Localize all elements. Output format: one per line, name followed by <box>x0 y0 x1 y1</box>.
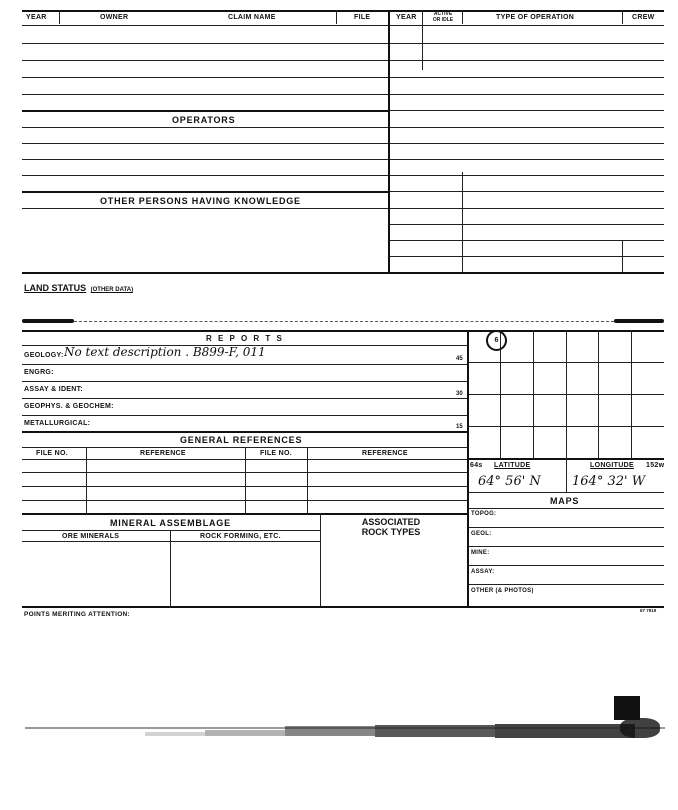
col-crew-header: CREW <box>632 14 655 21</box>
longitude-suffix: 152w <box>646 462 665 469</box>
latitude-label: LATITUDE <box>494 462 531 469</box>
col-type-of-operation-header: TYPE OF OPERATION <box>496 14 575 21</box>
maps-title: MAPS <box>550 496 580 506</box>
latitude-value: 64° 56' N <box>478 474 541 489</box>
mineral-assemblage-title: MINERAL ASSEMBLAGE <box>110 518 231 528</box>
maps-topog-label: TOPOG: <box>471 511 497 517</box>
header-underline <box>22 25 664 26</box>
col-claim-name-header: CLAIM NAME <box>228 14 276 21</box>
longitude-label: LONGITUDE <box>590 462 634 469</box>
maps-mine-label: MINE: <box>471 550 490 556</box>
longitude-value: 164° 32' W <box>572 474 646 489</box>
section-bar-left <box>22 319 74 323</box>
form-number: 67 7919 <box>640 608 657 613</box>
section-bar-right <box>614 319 664 323</box>
land-status-heading: LAND STATUS (OTHER DATA) <box>24 283 134 293</box>
latitude-prefix: 64s <box>470 462 483 469</box>
form-bottom-border <box>22 606 664 608</box>
associated-rock-types-title: ASSOCIATED ROCK TYPES <box>361 517 421 537</box>
maps-assay-label: ASSAY: <box>471 569 495 575</box>
points-meriting-attention-label: POINTS MERITING ATTENTION: <box>24 611 131 618</box>
ore-minerals-header: ORE MINERALS <box>62 533 120 540</box>
center-divider <box>388 10 390 272</box>
col-active-header: ACTIVE OR IDLE <box>432 11 454 23</box>
col-year2-header: YEAR <box>396 14 417 21</box>
rock-forming-header: ROCK FORMING, ETC. <box>200 533 281 540</box>
assay-ident-label: ASSAY & IDENT: <box>24 386 84 393</box>
operators-heading: OPERATORS <box>172 115 236 125</box>
maps-geol-label: GEOL: <box>471 531 492 537</box>
reports-title: R E P O R T S <box>206 334 284 343</box>
col-year-header: YEAR <box>26 14 47 21</box>
general-references-title: GENERAL REFERENCES <box>180 435 303 445</box>
geophys-geochem-label: GEOPHYS. & GEOCHEM: <box>24 403 114 410</box>
ref-file-no-header-2: FILE NO. <box>260 450 292 457</box>
other-persons-heading: OTHER PERSONS HAVING KNOWLEDGE <box>100 196 301 206</box>
scan-noise-band <box>25 720 665 750</box>
maps-other-label: OTHER (& PHOTOS) <box>471 588 534 594</box>
ref-file-no-header: FILE NO. <box>36 450 68 457</box>
col-owner-header: OWNER <box>100 14 129 21</box>
metallurgical-label: METALLURGICAL: <box>24 420 91 427</box>
col-file-header: FILE <box>354 14 371 21</box>
geology-value: No text description . B899-F, 011 <box>64 345 266 359</box>
geology-label: GEOLOGY: <box>24 352 64 359</box>
table-top-border <box>22 10 664 12</box>
engrg-label: ENGRG: <box>24 369 54 376</box>
ref-reference-header-2: REFERENCE <box>362 450 408 457</box>
scan-black-blot <box>620 718 660 738</box>
table-bottom-border <box>22 272 664 274</box>
ref-reference-header: REFERENCE <box>140 450 186 457</box>
grid-cell-marker: 6 <box>486 330 507 351</box>
scan-black-block <box>614 696 640 720</box>
